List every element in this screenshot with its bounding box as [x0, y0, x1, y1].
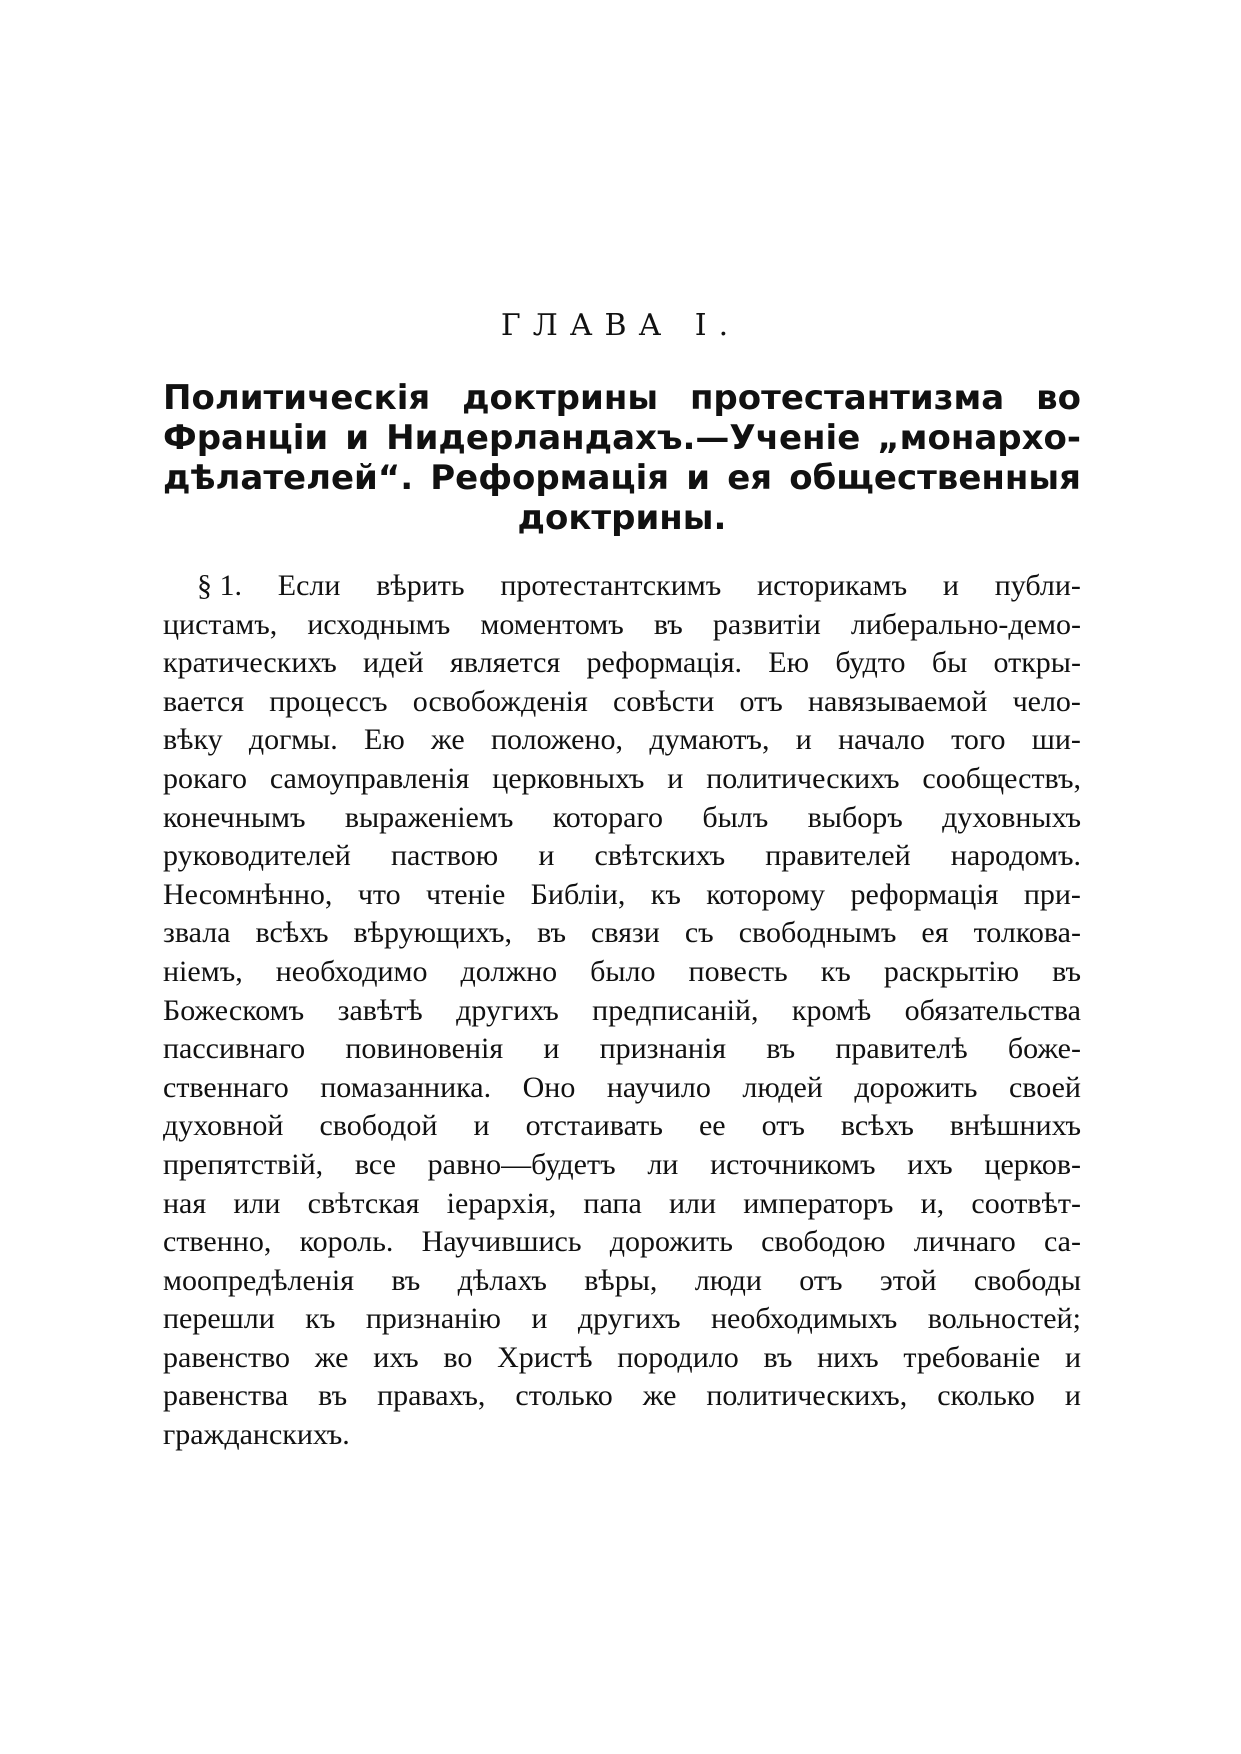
word: люди — [694, 1263, 762, 1297]
word: и — [538, 839, 555, 873]
title-line — [163, 458, 1081, 498]
word: породило — [617, 1340, 739, 1374]
word: ихъ — [373, 1340, 419, 1374]
title-word: протестантизма — [689, 378, 1005, 418]
text-line — [163, 606, 1081, 645]
text-line — [163, 567, 1081, 606]
word: Если — [277, 569, 341, 602]
word: дѣлахъ — [457, 1263, 547, 1297]
word: король. — [299, 1225, 394, 1259]
word: чтеніе — [426, 877, 506, 911]
word: правителѣ — [835, 1032, 968, 1066]
word: Ею — [768, 646, 810, 680]
title-word: Нидерландахъ.—Ученіе — [386, 418, 861, 458]
word: думаютъ, — [649, 723, 770, 757]
title-word: общественныя — [789, 458, 1081, 498]
word: и — [1064, 1340, 1081, 1374]
word: или — [668, 1186, 717, 1220]
chapter-title — [163, 378, 1081, 538]
word: при- — [1023, 877, 1081, 911]
word: предписаній, — [592, 993, 759, 1027]
word: нихъ — [817, 1340, 879, 1374]
word: са- — [1043, 1225, 1081, 1259]
word: гражданскихъ. — [163, 1418, 350, 1452]
word: раскрытію — [883, 954, 1020, 988]
word: толкова- — [973, 916, 1081, 950]
word: ніемъ, — [163, 954, 243, 988]
word: въ — [653, 607, 683, 641]
word: былъ — [702, 800, 769, 834]
word: помазанника. — [320, 1070, 492, 1104]
word: всѣхъ — [255, 916, 329, 950]
word: завѣтѣ — [337, 993, 423, 1027]
text-line — [163, 1416, 1081, 1455]
text-line — [163, 683, 1081, 722]
word: ная — [163, 1186, 207, 1220]
text-line — [163, 876, 1081, 915]
word: выборъ — [807, 800, 903, 834]
word: ли — [647, 1147, 679, 1181]
word: которому — [706, 877, 826, 911]
text-line — [163, 992, 1081, 1031]
word: процессъ — [269, 684, 388, 718]
title-word: и — [345, 418, 370, 458]
word: и — [531, 1302, 548, 1336]
word: все — [354, 1147, 396, 1181]
word: реформація — [850, 877, 999, 911]
word: отстаивать — [525, 1109, 663, 1143]
word: свѣтская — [307, 1186, 420, 1220]
word: ши- — [1031, 723, 1081, 757]
word: и — [942, 569, 959, 602]
word: вѣку — [163, 723, 223, 757]
word: необходимо — [275, 954, 428, 988]
word: въ — [391, 1263, 421, 1297]
word: перешли — [163, 1302, 275, 1336]
word: освобожденія — [412, 684, 588, 718]
word: догмы. — [248, 723, 338, 757]
word: ее — [698, 1109, 726, 1143]
word: самоуправленія — [269, 761, 470, 795]
title-word: „монархо- — [877, 418, 1081, 458]
word: признанія — [599, 1032, 727, 1066]
word: вольностей; — [927, 1302, 1081, 1336]
word: духовной — [163, 1109, 284, 1143]
word: къ — [305, 1302, 336, 1336]
word: кратическихъ — [163, 646, 337, 680]
word: совѣсти — [613, 684, 715, 718]
word: и — [473, 1109, 490, 1143]
text-line — [163, 721, 1081, 760]
section-paragraph — [163, 567, 1081, 1455]
word: свободою — [761, 1225, 886, 1259]
word: равенство — [163, 1340, 291, 1374]
word: этой — [879, 1263, 937, 1297]
title-word: Франціи — [163, 418, 329, 458]
word: и — [667, 761, 684, 795]
word: выраженіемъ — [344, 800, 514, 834]
word: свободой — [319, 1109, 438, 1143]
word: внѣшнихъ — [949, 1109, 1081, 1143]
word: навязываемой — [807, 684, 988, 718]
text-line — [163, 1262, 1081, 1301]
word: ея — [921, 916, 949, 950]
text-line — [163, 1030, 1081, 1069]
word: начало — [838, 723, 925, 757]
text-line — [163, 1185, 1081, 1224]
word: сколько — [937, 1379, 1035, 1413]
word: въ — [318, 1379, 348, 1413]
word: того — [951, 723, 1006, 757]
word: ственнаго — [163, 1070, 289, 1104]
word: исходнымъ — [307, 607, 451, 641]
title-word: и — [686, 458, 711, 498]
word: Божескомъ — [163, 993, 305, 1027]
word: свободнымъ — [738, 916, 897, 950]
word: повесть — [688, 954, 788, 988]
word: Научившись — [421, 1225, 582, 1259]
word: будто — [835, 646, 906, 680]
word: моментомъ — [480, 607, 624, 641]
word: Ею — [364, 723, 405, 757]
word: другихъ — [456, 993, 559, 1027]
word: необходимыхъ — [710, 1302, 898, 1336]
word: дорожить — [854, 1070, 978, 1104]
word: или — [233, 1186, 281, 1220]
word: ственно, — [163, 1225, 272, 1259]
word: въ — [1052, 954, 1081, 988]
word: конечнымъ — [163, 800, 306, 834]
word: Несомнѣнно, — [163, 877, 333, 911]
word: свободы — [973, 1263, 1081, 1297]
word: вѣры, — [584, 1263, 658, 1297]
word: вѣрить — [376, 569, 465, 602]
word: столько — [515, 1379, 613, 1413]
word: церков- — [984, 1147, 1081, 1181]
word: препятствій, — [163, 1147, 324, 1181]
word: Христѣ — [497, 1340, 593, 1374]
title-word: доктрины. — [517, 498, 727, 538]
word: церковныхъ — [492, 761, 645, 795]
word: іерархія, — [446, 1186, 557, 1220]
word: народомъ. — [950, 839, 1081, 873]
word: правахъ, — [377, 1379, 486, 1413]
word: въ — [537, 916, 566, 950]
word: къ — [650, 877, 681, 911]
title-word: ея — [727, 458, 773, 498]
title-line — [163, 498, 1081, 538]
word: свѣтскихъ — [594, 839, 726, 873]
word: научило — [606, 1070, 711, 1104]
word: и — [1064, 1379, 1081, 1413]
word: же — [642, 1379, 677, 1413]
word: боже- — [1007, 1032, 1081, 1066]
word: къ — [820, 954, 851, 988]
word: другихъ — [577, 1302, 681, 1336]
word: равно—будетъ — [427, 1147, 616, 1181]
word: требованіе — [903, 1340, 1041, 1374]
word: Библіи, — [530, 877, 626, 911]
word: вается — [163, 684, 244, 718]
word: соотвѣт- — [971, 1186, 1081, 1220]
word: съ — [684, 916, 714, 950]
word: протестантскимъ — [500, 569, 722, 602]
title-line — [163, 418, 1081, 458]
word: въ — [766, 1032, 796, 1066]
word: своей — [1008, 1070, 1081, 1104]
title-word: Реформація — [430, 458, 670, 498]
title-word: дѣлателей“. — [163, 458, 414, 498]
word: и — [543, 1032, 560, 1066]
word: правителей — [765, 839, 911, 873]
word: должно — [460, 954, 558, 988]
text-line — [163, 644, 1081, 683]
text-line — [163, 1377, 1081, 1416]
word: политическихъ, — [706, 1379, 908, 1413]
text-line — [163, 1146, 1081, 1185]
word: историкамъ — [757, 569, 908, 602]
word: и — [795, 723, 812, 757]
word: повиновенія — [345, 1032, 504, 1066]
word: въ — [763, 1340, 793, 1374]
word: положено, — [490, 723, 624, 757]
word: равенства — [163, 1379, 289, 1413]
word: откры- — [993, 646, 1081, 680]
text-line — [163, 760, 1081, 799]
word: развитіи — [712, 607, 821, 641]
word: чело- — [1012, 684, 1081, 718]
word: ихъ — [907, 1147, 953, 1181]
word: либерально-демо- — [850, 607, 1081, 641]
text-line — [163, 799, 1081, 838]
word: цистамъ, — [163, 607, 278, 641]
word: дорожить — [609, 1225, 733, 1259]
text-line — [163, 1339, 1081, 1378]
word: паствою — [391, 839, 499, 873]
word: императоръ — [743, 1186, 894, 1220]
word: является — [450, 646, 561, 680]
word: связи — [591, 916, 660, 950]
text-line — [163, 1300, 1081, 1339]
word: пассивнаго — [163, 1032, 306, 1066]
word: отъ — [799, 1263, 843, 1297]
word: что — [357, 877, 401, 911]
word: людей — [742, 1070, 823, 1104]
word: кромѣ — [791, 993, 872, 1027]
word: рокаго — [163, 761, 247, 795]
title-line — [163, 378, 1081, 418]
word: было — [590, 954, 656, 988]
title-word: доктрины — [462, 378, 659, 418]
text-line — [163, 1223, 1081, 1262]
word: вѣрующихъ, — [353, 916, 513, 950]
word: же — [431, 723, 465, 757]
word: § 1. — [197, 569, 242, 602]
word: обязательства — [904, 993, 1081, 1027]
word: котораго — [552, 800, 663, 834]
word: духовныхъ — [942, 800, 1081, 834]
text-line — [163, 837, 1081, 876]
word: же — [314, 1340, 349, 1374]
title-word: Политическія — [163, 378, 431, 418]
word: источникомъ — [710, 1147, 876, 1181]
word: во — [443, 1340, 473, 1374]
word: личнаго — [913, 1225, 1016, 1259]
chapter-heading: ГЛАВА I. — [500, 308, 741, 343]
word: Оно — [522, 1070, 576, 1104]
text-line — [163, 1107, 1081, 1146]
word: признанію — [365, 1302, 501, 1336]
word: идей — [363, 646, 424, 680]
word: реформація. — [586, 646, 742, 680]
word: руководителей — [163, 839, 351, 873]
word: звала — [163, 916, 231, 950]
word: публи- — [994, 569, 1081, 602]
word: отъ — [761, 1109, 805, 1143]
text-line — [163, 953, 1081, 992]
word: сообществъ, — [922, 761, 1081, 795]
word: папа — [583, 1186, 642, 1220]
word: бы — [931, 646, 968, 680]
word: моопредѣленія — [163, 1263, 354, 1297]
word: отъ — [739, 684, 783, 718]
text-line — [163, 1069, 1081, 1108]
text-line — [163, 914, 1081, 953]
word: всѣхъ — [840, 1109, 914, 1143]
word: и, — [920, 1186, 945, 1220]
word: политическихъ — [706, 761, 900, 795]
title-word: во — [1036, 378, 1081, 418]
